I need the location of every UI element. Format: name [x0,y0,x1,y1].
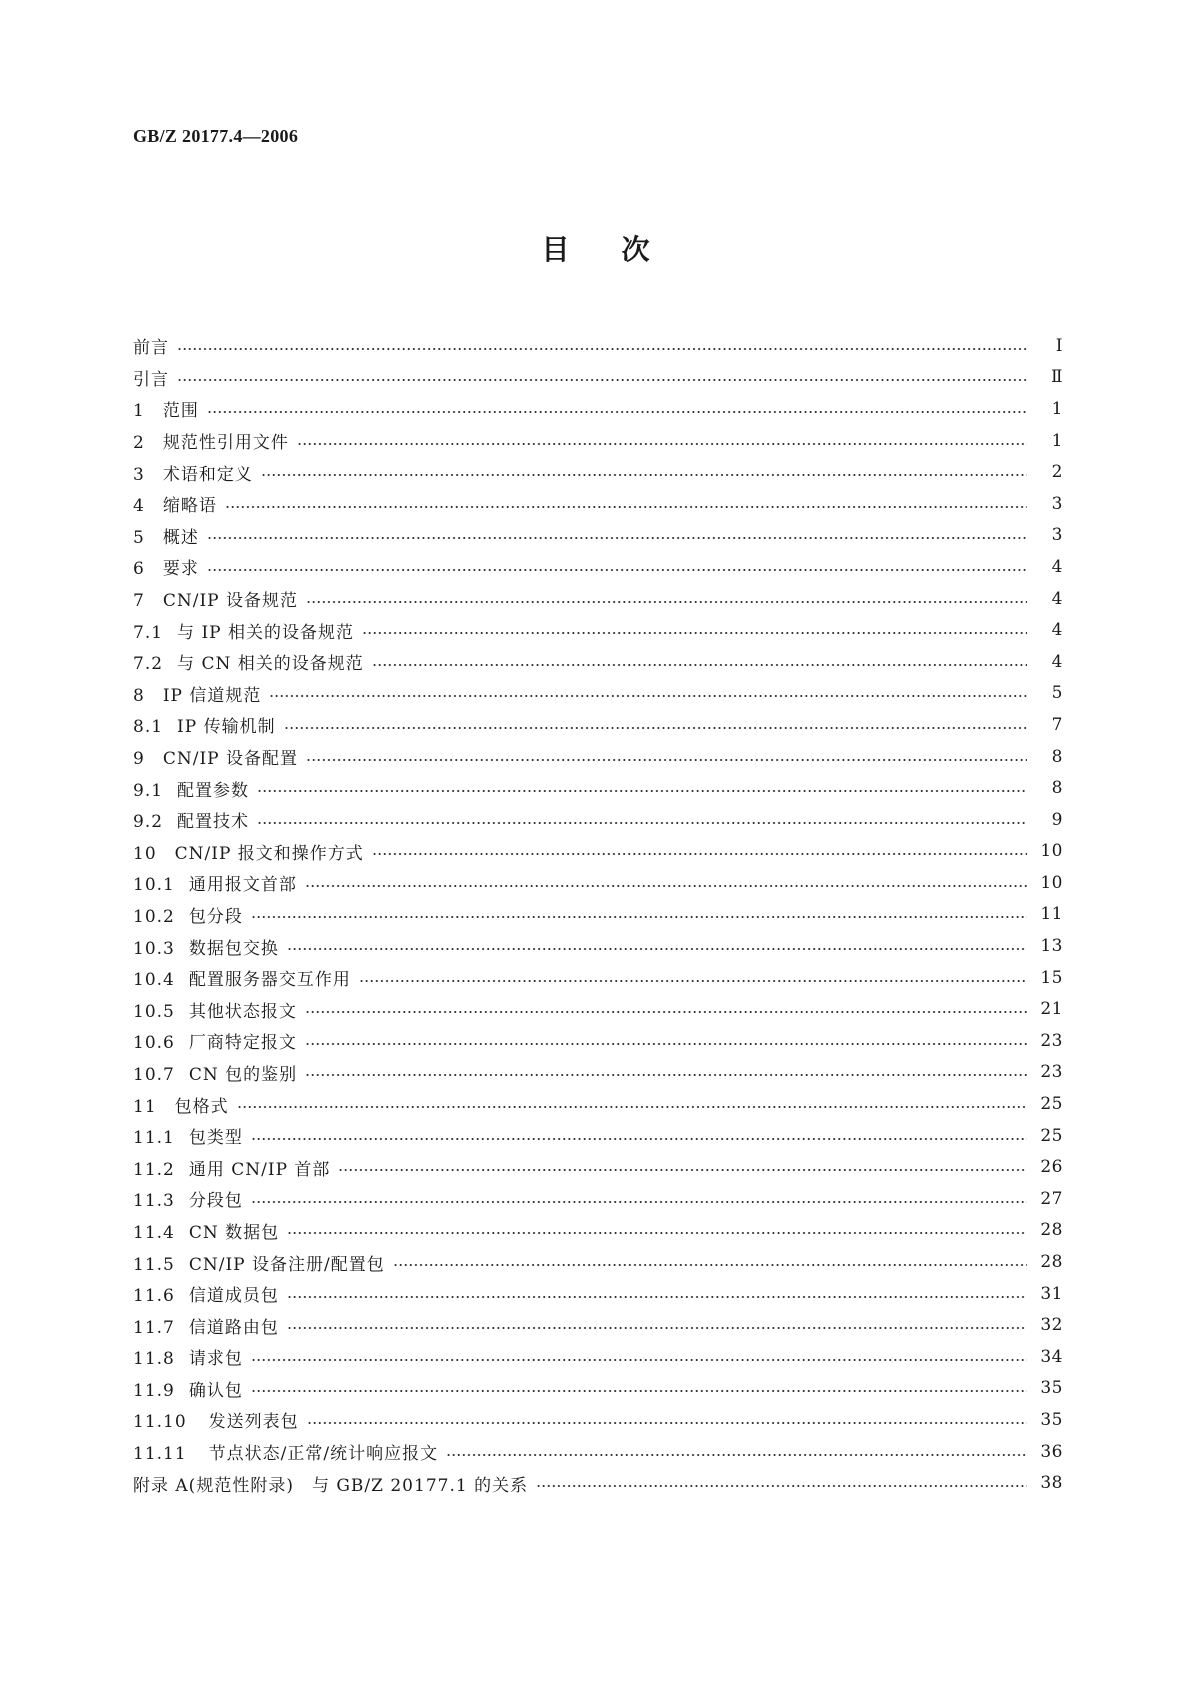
toc-entry-label [133,1471,536,1496]
toc-entry-page: Ⅰ [1055,335,1063,356]
toc-entry-label [133,1376,251,1401]
toc-entry-label [133,586,306,611]
toc-entry[interactable] [133,1246,1063,1278]
toc-entry-label [133,618,362,643]
toc-entry-number: 11.6 [133,1286,175,1307]
toc-entry-page: 1 [1051,398,1063,419]
dot-leader [251,1192,1027,1206]
toc-entry-page: 9 [1051,809,1063,830]
toc-entry-page: 25 [1040,1125,1063,1146]
dot-leader [251,1381,1027,1395]
toc-entry-label [133,934,287,959]
toc-entry[interactable] [133,962,1063,994]
toc-entry-title: CN/IP 设备注册/配置包 [188,1254,385,1275]
dot-leader [287,1223,1027,1237]
toc-entry-label [133,491,225,516]
toc-entry-number: 7.1 [133,622,164,643]
toc-entry[interactable] [133,425,1063,457]
toc-entry[interactable] [133,583,1063,615]
toc-entry[interactable] [133,1309,1063,1341]
dot-leader [177,370,1027,384]
toc-entry-number: 11.8 [133,1349,175,1370]
toc-entry-page: 15 [1040,967,1063,988]
toc-entry-page: 4 [1051,588,1063,609]
toc-entry-number: 11.11 [133,1444,187,1465]
toc-entry-title: 引言 [133,369,169,390]
toc-entry-number: 11.2 [133,1159,175,1180]
dot-leader [261,465,1027,479]
dot-leader [307,1413,1027,1427]
toc-entry-page: 10 [1040,872,1063,893]
dot-leader [237,1097,1027,1111]
toc-entry-title: 要求 [162,559,199,580]
toc-entry-label [133,1186,251,1211]
toc-entry-title: 节点状态/正常/统计响应报文 [208,1444,439,1465]
toc-entry-label [133,807,257,832]
toc-entry-title: CN 数据包 [188,1222,280,1243]
toc-entry-page: 28 [1040,1220,1063,1241]
toc-entry[interactable] [133,551,1063,583]
dot-leader [284,718,1027,732]
toc-entry[interactable] [133,836,1063,868]
toc-entry[interactable] [133,646,1063,678]
toc-entry-title: 配置技术 [177,812,250,833]
toc-entry[interactable] [133,1088,1063,1120]
dot-leader [372,655,1027,669]
toc-entry[interactable] [133,1467,1063,1499]
toc-entry-number: 1 [133,401,145,422]
standard-code: GB/Z 20177.4—2006 [133,126,299,146]
toc-entry-title: 与 IP 相关的设备规范 [177,622,355,643]
dot-leader [287,1318,1027,1332]
toc-entry-title: 信道成员包 [188,1286,279,1307]
toc-entry-number: 5 [133,527,145,548]
toc-entry-number: 11.7 [133,1317,175,1338]
toc-entry[interactable] [133,993,1063,1025]
toc-entry-label [133,428,297,453]
toc-entry-label [133,649,372,674]
toc-entry-label [133,460,261,485]
dot-leader [305,1034,1027,1048]
toc-entry-label [133,776,257,801]
toc-entry-page: 31 [1040,1283,1063,1304]
toc-entry-title: 包类型 [188,1128,243,1149]
dot-leader [251,1129,1027,1143]
toc-entry-title: 信道路由包 [188,1317,279,1338]
toc-entry-title: 通用报文首部 [188,875,297,896]
toc-entry-page: 10 [1040,841,1063,862]
dot-leader [305,876,1027,890]
toc-entry-label [133,965,359,990]
toc-entry-title: 确认包 [188,1380,243,1401]
dot-leader [287,1287,1027,1301]
toc-entry[interactable] [133,899,1063,931]
toc-entry[interactable] [133,867,1063,899]
toc-entry-number: 2 [133,433,145,454]
toc-entry[interactable] [133,804,1063,836]
dot-leader [207,528,1027,542]
toc-entry[interactable] [133,1025,1063,1057]
toc-entry[interactable] [133,1404,1063,1436]
toc-entry[interactable] [133,1183,1063,1215]
toc-entry-page: 26 [1040,1157,1063,1178]
toc-entry-page: 36 [1040,1441,1063,1462]
dot-leader [372,844,1027,858]
dot-leader [306,592,1027,606]
dot-leader [251,1350,1027,1364]
toc-entry-label [133,1281,287,1306]
dot-leader [305,1002,1027,1016]
toc-entry[interactable] [133,1057,1063,1089]
toc-entry-label [133,1313,287,1338]
toc-entry-label [133,1439,446,1464]
toc-entry-page: 4 [1051,651,1063,672]
toc-entry-number: 11.10 [133,1412,187,1433]
toc-entry-number: 11.3 [133,1191,175,1212]
page-title: 目次 [541,233,702,266]
toc-entry-title: IP 信道规范 [162,685,262,706]
toc-entry-number: 9.1 [133,780,164,801]
toc-entry[interactable] [133,1215,1063,1247]
toc-entry-label [133,1155,338,1180]
toc-entry[interactable] [133,678,1063,710]
toc-entry[interactable] [133,362,1063,394]
toc-entry[interactable] [133,614,1063,646]
toc-entry-title: CN/IP 设备配置 [162,749,298,770]
dot-leader [393,1255,1027,1269]
toc-entry-number: 10.1 [133,875,175,896]
toc-entry[interactable] [133,1436,1063,1468]
toc-entry[interactable] [133,520,1063,552]
toc-entry-number: 4 [133,496,145,517]
dot-leader [536,1476,1027,1490]
toc-entry-title: 数据包交换 [188,938,279,959]
toc-entry-page: 23 [1040,1030,1063,1051]
toc-entry-title: 规范性引用文件 [162,433,289,454]
dot-leader [305,1065,1027,1079]
toc-entry[interactable] [133,1120,1063,1152]
dot-leader [269,686,1027,700]
toc-entry-page: 25 [1040,1094,1063,1115]
toc-entry-label [133,870,305,895]
toc-entry-page: 11 [1040,904,1063,925]
toc-entry-number: 10 [133,843,157,864]
toc-entry-number: 7.2 [133,654,164,675]
toc-entry-number: 9.2 [133,812,164,833]
toc-entry-label [133,523,207,548]
dot-leader [287,939,1027,953]
toc-entry-page: 3 [1051,525,1063,546]
toc-entry-page: 34 [1040,1346,1063,1367]
toc-entry-label [133,1028,305,1053]
toc-entry-page: 7 [1051,714,1063,735]
toc-entry-number: 10.7 [133,1064,175,1085]
toc-entry[interactable] [133,1373,1063,1405]
toc-entry-number: 11.9 [133,1380,175,1401]
toc-entry-label [133,1123,251,1148]
toc-entry-number: 6 [133,559,145,580]
toc-entry[interactable] [133,393,1063,425]
dot-leader [257,781,1027,795]
toc-entry-label [133,333,177,358]
toc-entry-label [133,1218,287,1243]
toc-entry-page: 8 [1051,746,1063,767]
toc-entry-label [133,681,269,706]
toc-entry-label [133,712,284,737]
dot-leader [257,813,1027,827]
toc-entry-label [133,744,306,769]
toc-entry-number: 10.4 [133,970,175,991]
toc-entry-title: 分段包 [188,1191,243,1212]
dot-leader [338,1160,1027,1174]
toc-entry-page: 32 [1040,1315,1063,1336]
toc-entry-number: 3 [133,464,145,485]
toc-entry[interactable] [133,488,1063,520]
toc-entry-title: 厂商特定报文 [188,1033,297,1054]
toc-entry-title: 包分段 [188,906,243,927]
toc-entry-number: 7 [133,591,145,612]
toc-entry-title: IP 传输机制 [177,717,276,738]
toc-entry-page: 8 [1051,778,1063,799]
toc-entry-title: 发送列表包 [208,1412,299,1433]
toc-entry-page: 2 [1051,462,1063,483]
toc-entry-page: 21 [1040,999,1063,1020]
toc-entry-title: CN/IP 设备规范 [162,591,298,612]
toc-entry-page: Ⅱ [1050,367,1063,388]
dot-leader [297,434,1027,448]
toc-entry[interactable] [133,1341,1063,1373]
toc-entry-number: 10.6 [133,1033,175,1054]
dot-leader [306,750,1027,764]
table-of-contents [133,330,1063,1499]
toc-entry-title: 与 CN 相关的设备规范 [177,654,364,675]
dot-leader [177,339,1027,353]
toc-entry-title: 概述 [162,527,199,548]
toc-entry-label [133,365,177,390]
toc-entry[interactable] [133,930,1063,962]
toc-entry-title: CN 包的鉴别 [188,1064,298,1085]
toc-entry-number: 9 [133,749,145,770]
toc-entry-title: 其他状态报文 [188,1001,297,1022]
dot-leader [207,560,1027,574]
toc-entry-page: 13 [1040,936,1063,957]
toc-entry[interactable] [133,456,1063,488]
toc-entry-number: 11.4 [133,1222,175,1243]
toc-entry-page: 4 [1051,556,1063,577]
toc-entry[interactable] [133,1278,1063,1310]
toc-entry-title: CN/IP 报文和操作方式 [174,843,364,864]
toc-entry-page: 1 [1051,430,1063,451]
dot-leader [225,497,1027,511]
toc-entry-title: 前言 [133,338,169,359]
toc-entry-page: 23 [1040,1062,1063,1083]
toc-entry[interactable] [133,1151,1063,1183]
toc-entry-number: 11.5 [133,1254,175,1275]
toc-entry[interactable] [133,741,1063,773]
toc-entry-number: 11.1 [133,1128,175,1149]
toc-entry-label [133,902,251,927]
toc-entry-page: 35 [1040,1378,1063,1399]
toc-entry-page: 3 [1051,493,1063,514]
toc-entry-label [133,1407,307,1432]
toc-entry-number: 8 [133,685,145,706]
toc-entry-page: 35 [1040,1409,1063,1430]
toc-entry-page: 4 [1051,620,1063,641]
dot-leader [362,623,1027,637]
dot-leader [251,907,1027,921]
toc-entry-label [133,396,207,421]
toc-entry-number: 10.2 [133,906,175,927]
dot-leader [207,402,1027,416]
toc-entry-title: 范围 [162,401,199,422]
toc-entry-label [133,554,207,579]
toc-entry-label [133,1092,237,1117]
toc-entry-number: 10.5 [133,1001,175,1022]
toc-entry-title: 配置参数 [177,780,250,801]
toc-entry-page: 5 [1051,683,1063,704]
dot-leader [446,1445,1027,1459]
toc-entry-page: 38 [1040,1473,1063,1494]
toc-entry-number: 8.1 [133,717,164,738]
toc-entry-label [133,1344,251,1369]
toc-entry-label [133,1060,305,1085]
toc-entry-title: 配置服务器交互作用 [188,970,351,991]
toc-entry-number: 11 [133,1096,157,1117]
toc-entry-title: 包格式 [174,1096,229,1117]
toc-entry-label [133,997,305,1022]
toc-entry-title: 通用 CN/IP 首部 [188,1159,331,1180]
dot-leader [359,971,1027,985]
toc-entry[interactable] [133,330,1063,362]
toc-entry-number: 10.3 [133,938,175,959]
toc-entry-page: 28 [1040,1252,1063,1273]
toc-entry-label [133,839,372,864]
toc-entry[interactable] [133,709,1063,741]
toc-entry-page: 27 [1040,1188,1063,1209]
toc-entry[interactable] [133,772,1063,804]
toc-entry-title: 请求包 [188,1349,243,1370]
toc-entry-label [133,1250,393,1275]
toc-entry-title: 术语和定义 [162,464,253,485]
toc-entry-title: 缩略语 [162,496,217,517]
toc-entry-title: 附录 A(规范性附录) 与 GB/Z 20177.1 的关系 [133,1475,529,1496]
